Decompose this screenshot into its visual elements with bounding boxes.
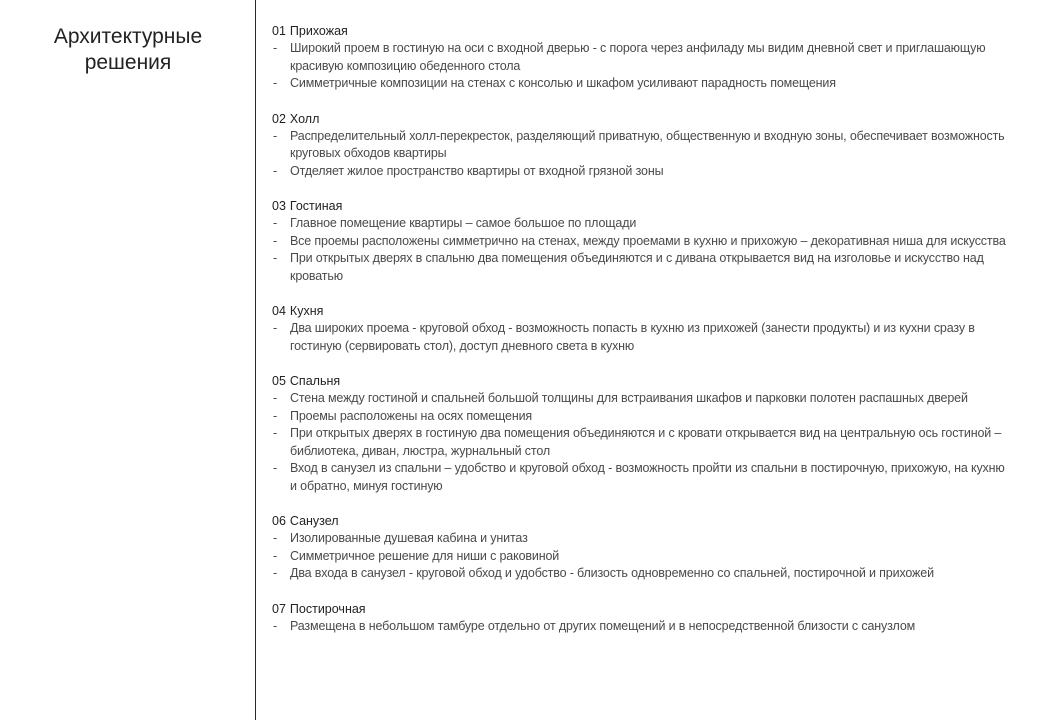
bullet-dash: - — [273, 41, 278, 55]
bullet-list — [272, 320, 1007, 355]
section-03 — [272, 198, 1007, 285]
bullet-dash: - — [273, 461, 278, 475]
bullet-dash: - — [273, 76, 278, 90]
section-07 — [272, 601, 1007, 636]
section-number: 02 — [272, 111, 286, 126]
list-item-text: Два широких проема - круговой обход - возможность попасть в кухню из прихожей (занести продукты) и из кухни сразу в гостиную (сервировать стол), доступ дневного света в кухню — [290, 321, 975, 353]
bullet-list — [272, 215, 1007, 285]
list-item — [272, 163, 1007, 181]
section-name: Спальня — [289, 374, 341, 388]
list-item — [272, 390, 1007, 408]
bullet-dash: - — [273, 233, 278, 248]
list-item-text: Распределительный холл-перекресток, разделяющий приватную, общественную и входную зоны, обеспечивает возможность круговых обходов квартиры — [290, 128, 1005, 160]
bullet-list — [272, 128, 1007, 181]
section-heading — [272, 373, 1007, 390]
list-item — [272, 75, 1007, 93]
section-name: Гостиная — [289, 199, 343, 213]
bullet-list — [272, 618, 1007, 636]
bullet-dash: - — [273, 548, 278, 563]
section-heading — [272, 198, 1007, 215]
list-item-text: Изолированные душевая кабина и унитаз — [290, 531, 528, 545]
list-item-text: Широкий проем в гостиную на оси с входной дверью - с порога через анфиладу мы видим дневной свет и приглашающую красивую композицию обеденного стола — [290, 41, 986, 73]
list-item — [272, 250, 1007, 285]
page-title — [38, 24, 218, 76]
section-05 — [272, 373, 1007, 495]
section-name: Санузел — [289, 514, 339, 528]
list-item-text: Главное помещение квартиры – самое большое по площади — [290, 216, 637, 230]
list-item-text: При открытых дверях в гостиную два помещения объединяются и с кровати открывается вид на центральную ось гостиной – библиотека, диван, люстра, журнальный стол — [290, 426, 1002, 458]
list-item-text: При открытых дверях в спальню два помещения объединяются и с дивана открывается вид на изголовье и искусство над кроватью — [290, 251, 984, 283]
list-item — [272, 618, 1007, 636]
bullet-dash: - — [273, 426, 278, 440]
list-item — [272, 530, 1007, 548]
list-item-text: Отделяет жилое пространство квартиры от входной грязной зоны — [290, 163, 664, 178]
bullet-dash: - — [273, 408, 278, 423]
list-item — [272, 425, 1007, 460]
section-name: Постирочная — [289, 601, 366, 616]
section-name: Холл — [289, 111, 320, 126]
bullet-list — [272, 40, 1007, 93]
bullet-list — [272, 530, 1007, 583]
list-item-text: Симметричное решение для ниши с раковиной — [290, 548, 560, 563]
section-number: 06 — [272, 514, 286, 528]
bullet-dash: - — [273, 391, 278, 405]
section-01 — [272, 23, 1007, 93]
section-number: 07 — [272, 601, 286, 616]
list-item-text: Два входа в санузел - круговой обход и удобство - близость одновременно со спальней, постирочной и прихожей — [290, 566, 934, 580]
section-06 — [272, 513, 1007, 583]
section-name: Кухня — [289, 304, 324, 318]
bullet-list — [272, 390, 1007, 495]
list-item — [272, 548, 1007, 566]
section-02 — [272, 111, 1007, 181]
list-item-text: Вход в санузел из спальни – удобство и круговой обход - возможность пройти из спальни в постирочную, прихожую, на кухню и обратно, минуя гостиную — [290, 461, 1005, 493]
bullet-dash: - — [273, 216, 278, 230]
bullet-dash: - — [273, 128, 278, 143]
list-item — [272, 565, 1007, 583]
bullet-dash: - — [273, 531, 278, 545]
page-title-line-1: Архитектурные — [53, 25, 203, 48]
page-title-line-2: решения — [84, 51, 172, 74]
section-04 — [272, 303, 1007, 355]
list-item — [272, 460, 1007, 495]
list-item-text: Все проемы расположены симметрично на стенах, между проемами в кухню и прихожую – декоративная ниша для искусства — [290, 233, 1006, 248]
list-item — [272, 233, 1007, 251]
list-item — [272, 40, 1007, 75]
section-number: 04 — [272, 304, 286, 318]
list-item-text: Размещена в небольшом тамбуре отдельно от других помещений и в непосредственной близости с санузлом — [290, 618, 916, 633]
bullet-dash: - — [273, 321, 278, 335]
section-heading — [272, 513, 1007, 530]
sections-list — [272, 23, 1007, 635]
section-name: Прихожая — [289, 24, 348, 38]
list-item — [272, 320, 1007, 355]
list-item — [272, 128, 1007, 163]
section-heading — [272, 601, 1007, 618]
bullet-dash: - — [273, 251, 278, 265]
bullet-dash: - — [273, 618, 278, 633]
section-number: 03 — [272, 199, 286, 213]
list-item-text: Симметричные композиции на стенах с консолью и шкафом усиливают парадность помещения — [290, 76, 836, 90]
section-number: 05 — [272, 374, 286, 388]
bullet-dash: - — [273, 566, 278, 580]
list-item-text: Стена между гостиной и спальней большой толщины для встраивания шкафов и парковки полотен распашных дверей — [290, 391, 968, 405]
section-heading — [272, 111, 1007, 128]
section-heading — [272, 23, 1007, 40]
list-item-text: Проемы расположены на осях помещения — [290, 408, 533, 423]
list-item — [272, 408, 1007, 426]
list-item — [272, 215, 1007, 233]
bullet-dash: - — [273, 163, 278, 178]
section-number: 01 — [272, 24, 286, 38]
section-heading — [272, 303, 1007, 320]
vertical-divider — [255, 0, 256, 720]
